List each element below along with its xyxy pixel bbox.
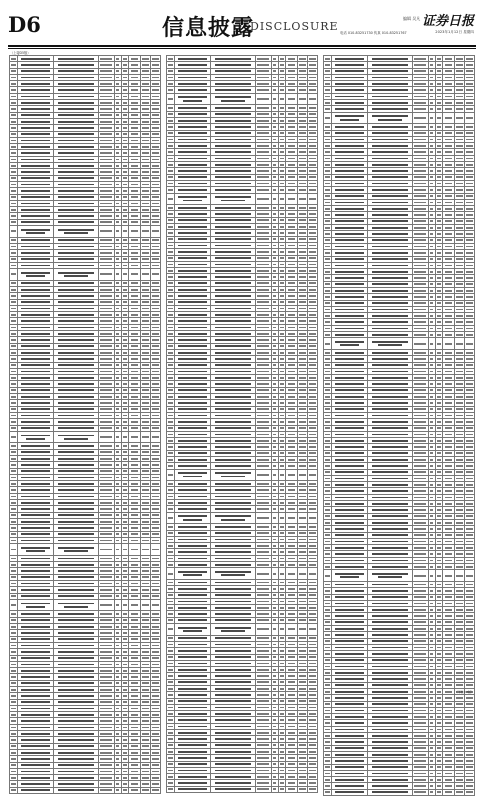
table-cell [324, 570, 332, 582]
table-cell [435, 112, 443, 124]
table-cell [99, 544, 115, 556]
table-cell [17, 431, 53, 443]
table-cell [99, 431, 115, 443]
table-cell [324, 789, 332, 795]
table-row [10, 544, 161, 556]
table-cell [435, 570, 443, 582]
table-cell [307, 512, 317, 524]
table-cell [53, 431, 98, 443]
table-cell [297, 93, 307, 105]
table-row [10, 431, 161, 443]
table-cell [413, 338, 429, 350]
table-cell [307, 193, 317, 205]
table-cell [10, 269, 18, 281]
table-cell [114, 226, 121, 238]
table-cell [150, 544, 160, 556]
table-cell [121, 544, 129, 556]
table-cell [210, 624, 255, 636]
table-cell [210, 512, 255, 524]
table-cell [150, 787, 160, 793]
table-cell [256, 193, 272, 205]
table-cell [271, 624, 278, 636]
table-cell [140, 431, 150, 443]
table-cell [271, 568, 278, 580]
table-cell [297, 469, 307, 481]
table-cell [286, 512, 297, 524]
table-cell [428, 112, 435, 124]
table-cell [210, 568, 255, 580]
table-cell [428, 570, 435, 582]
continued-from-label: （上接D5版） [10, 51, 31, 55]
table-cell [464, 338, 474, 350]
table-cell [367, 112, 412, 124]
table-cell [174, 193, 210, 205]
table-cell [278, 624, 286, 636]
table-cell [324, 338, 332, 350]
table-cell [256, 469, 272, 481]
table-cell [53, 226, 98, 238]
table-cell [286, 469, 297, 481]
table-cell [256, 624, 272, 636]
table-cell [443, 570, 454, 582]
table-row [10, 599, 161, 611]
table-cell [121, 431, 129, 443]
table-cell [167, 193, 175, 205]
table-cell [428, 338, 435, 350]
table-cell [140, 226, 150, 238]
table-cell [435, 789, 443, 795]
table-cell [454, 338, 464, 350]
table-cell [174, 469, 210, 481]
disclosure-table-column-2 [166, 55, 318, 689]
table-cell [413, 570, 429, 582]
table-cell [278, 193, 286, 205]
table-cell [256, 786, 272, 792]
table-cell [140, 544, 150, 556]
table-cell [114, 269, 121, 281]
table-cell [464, 570, 474, 582]
table-row [324, 789, 475, 795]
table-cell [17, 787, 53, 793]
page-number: D6 [8, 12, 41, 37]
disclosure-table [166, 55, 318, 793]
continued-to-label: （下转D7版） [454, 690, 474, 694]
disclosure-table [9, 55, 161, 794]
table-cell [10, 226, 18, 238]
table-cell [99, 269, 115, 281]
table-cell [129, 544, 140, 556]
table-cell [129, 599, 140, 611]
table-cell [17, 599, 53, 611]
table-cell [256, 93, 272, 105]
table-cell [324, 112, 332, 124]
table-cell [367, 570, 412, 582]
disclosure-table-column-3 [323, 55, 475, 689]
table-cell [174, 786, 210, 792]
table-cell [129, 787, 140, 793]
table-cell [307, 786, 317, 792]
table-cell [278, 786, 286, 792]
table-cell [297, 512, 307, 524]
table-cell [167, 568, 175, 580]
table-cell [150, 599, 160, 611]
table-cell [278, 512, 286, 524]
table-row [167, 93, 318, 105]
table-cell [99, 787, 115, 793]
table-cell [114, 431, 121, 443]
table-cell [167, 786, 175, 792]
table-cell [271, 93, 278, 105]
section-title-en: DISCLOSURE [250, 20, 339, 33]
table-cell [454, 112, 464, 124]
table-cell [464, 789, 474, 795]
table-cell [150, 431, 160, 443]
table-cell [307, 93, 317, 105]
table-cell [121, 599, 129, 611]
table-row [324, 112, 475, 124]
table-cell [174, 624, 210, 636]
table-cell [167, 93, 175, 105]
table-cell [443, 112, 454, 124]
table-row [167, 624, 318, 636]
table-cell [210, 93, 255, 105]
table-cell [307, 469, 317, 481]
table-cell [464, 112, 474, 124]
table-cell [210, 786, 255, 792]
table-row [167, 193, 318, 205]
table-cell [297, 786, 307, 792]
table-cell [297, 193, 307, 205]
table-cell [271, 193, 278, 205]
table-cell [174, 568, 210, 580]
table-cell [10, 431, 18, 443]
table-cell [129, 431, 140, 443]
table-cell [129, 226, 140, 238]
table-cell [297, 624, 307, 636]
table-cell [17, 269, 53, 281]
table-cell [256, 568, 272, 580]
table-cell [174, 93, 210, 105]
hotline: 电话 010-83251730 传真 010-83251767 [340, 31, 407, 35]
table-cell [10, 787, 18, 793]
table-row [10, 269, 161, 281]
table-cell [443, 338, 454, 350]
table-cell [114, 787, 121, 793]
table-cell [167, 469, 175, 481]
table-row [167, 512, 318, 524]
table-cell [271, 512, 278, 524]
table-cell [210, 469, 255, 481]
table-cell [286, 193, 297, 205]
table-cell [53, 787, 98, 793]
table-cell [114, 544, 121, 556]
table-row [167, 786, 318, 792]
table-cell [210, 193, 255, 205]
table-cell [278, 568, 286, 580]
table-cell [17, 544, 53, 556]
table-cell [174, 512, 210, 524]
table-cell [121, 226, 129, 238]
table-cell [114, 599, 121, 611]
table-cell [150, 269, 160, 281]
table-cell [10, 544, 18, 556]
newspaper-logo: 证券日报 [421, 14, 474, 29]
masthead-rule-thin [8, 48, 476, 49]
table-cell [121, 787, 129, 793]
table-cell [140, 269, 150, 281]
table-row [10, 787, 161, 793]
table-cell [150, 226, 160, 238]
table-cell [413, 112, 429, 124]
table-row [167, 568, 318, 580]
table-cell [278, 469, 286, 481]
table-cell [297, 568, 307, 580]
table-cell [271, 786, 278, 792]
table-cell [278, 93, 286, 105]
table-cell [413, 789, 429, 795]
section-title: 信息披露 [162, 15, 255, 41]
table-row [324, 570, 475, 582]
table-cell [286, 624, 297, 636]
table-cell [53, 544, 98, 556]
table-cell [331, 112, 367, 124]
table-cell [367, 789, 412, 795]
masthead-rule [8, 45, 476, 47]
table-cell [454, 570, 464, 582]
table-cell [307, 624, 317, 636]
table-cell [167, 512, 175, 524]
table-cell [10, 599, 18, 611]
masthead [8, 8, 476, 44]
table-cell [121, 269, 129, 281]
table-cell [435, 338, 443, 350]
table-cell [286, 93, 297, 105]
table-row [10, 226, 161, 238]
table-cell [286, 786, 297, 792]
table-cell [53, 269, 98, 281]
table-cell [331, 570, 367, 582]
table-cell [17, 226, 53, 238]
table-cell [99, 226, 115, 238]
table-cell [331, 338, 367, 350]
disclosure-table-column-1 [9, 55, 161, 689]
table-cell [443, 789, 454, 795]
table-cell [140, 599, 150, 611]
editor-credit: 编辑 吴凡 [403, 16, 421, 21]
table-cell [53, 599, 98, 611]
table-cell [428, 789, 435, 795]
table-cell [331, 789, 367, 795]
table-cell [286, 568, 297, 580]
table-cell [167, 624, 175, 636]
table-cell [99, 599, 115, 611]
table-cell [307, 568, 317, 580]
table-cell [271, 469, 278, 481]
table-cell [256, 512, 272, 524]
table-cell [454, 789, 464, 795]
issue-date: 2023年1月12日 星期四 [435, 30, 474, 34]
table-cell [129, 269, 140, 281]
table-cell [367, 338, 412, 350]
table-row [324, 338, 475, 350]
table-cell [140, 787, 150, 793]
table-row [167, 469, 318, 481]
disclosure-table [323, 55, 475, 796]
